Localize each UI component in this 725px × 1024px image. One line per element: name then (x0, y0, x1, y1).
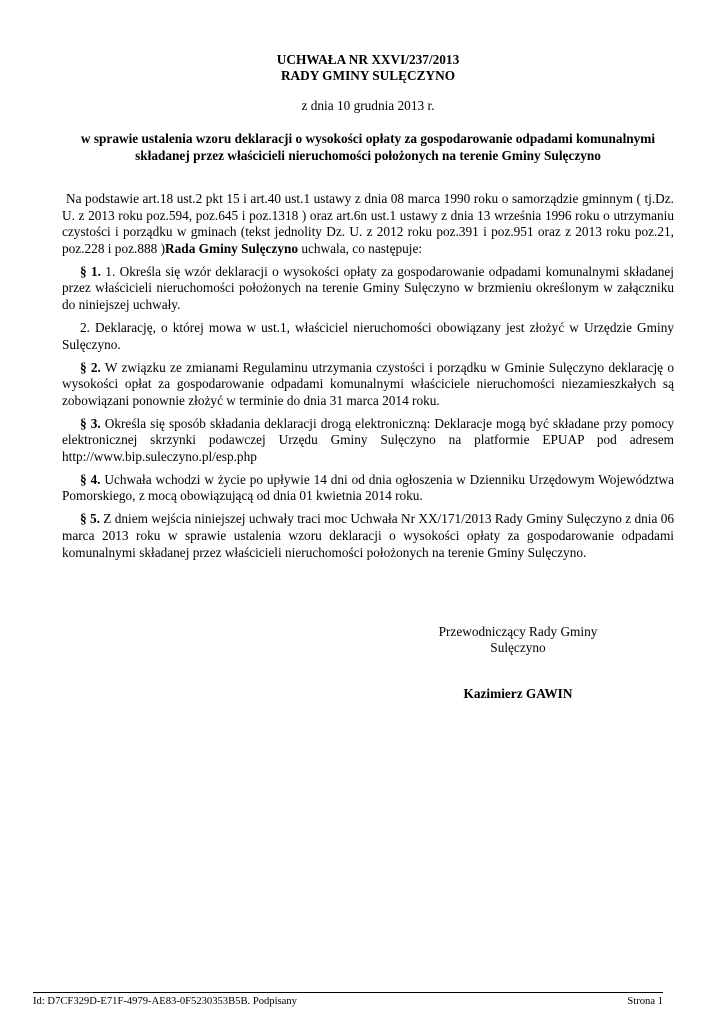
paragraph-5 (62, 511, 674, 561)
paragraph-3-text: Określa się sposób składania deklaracji drogą elektroniczną: Deklaracje mogą być składane przy pomocy elektronicznej skrzynki podawczej Urzędu Gminy Sulęczyno na platformie EPUAP pod adresem http://www.bip.suleczyno.pl/esp.php (62, 415, 674, 464)
paragraph-1-section-2-text: 2. Deklarację, o której mowa w ust.1, właściciel nieruchomości obowiązany jest złożyć w Urzędzie Gminy Sulęczyno. (62, 319, 674, 352)
resolution-body (62, 191, 674, 568)
legal-basis-tail: uchwala, co następuje: (298, 240, 423, 256)
paragraph-1-section-2 (62, 320, 674, 353)
council-name: RADY GMINY SULĘCZYNO (280, 68, 456, 83)
legal-basis-paragraph (62, 191, 674, 257)
page-number: Strona 1 (627, 996, 663, 1007)
paragraph-4-text: Uchwała wchodzi w życie po upływie 14 dni od dnia ogłoszenia w Dzienniku Urzędowym Województwa Pomorskiego, z mocą obowiązującą od dnia 01 kwietnia 2014 roku. (62, 471, 674, 504)
signatory-role-line-1: Przewodniczący Rady Gminy (438, 624, 598, 639)
paragraph-1-mark: § 1. (80, 263, 101, 279)
paragraph-2 (62, 360, 674, 410)
document-id: Id: D7CF329D-E71F-4979-AE83-0F5230353B5B. Podpisany (33, 996, 297, 1007)
paragraph-2-text: W związku ze zmianami Regulaminu utrzymania czystości i porządku w Gminie Sulęczyno deklarację o wysokości opłat za gospodarowanie odpadami komunalnymi właściciele nieruchomości niezamieszkałych są zobowiązani ponownie złożyć w terminie do dnia 31 marca 2014 roku. (62, 359, 674, 408)
paragraph-4-mark: § 4. (80, 471, 101, 487)
paragraph-3-mark: § 3. (80, 415, 101, 431)
resolution-number: UCHWAŁA NR XXVI/237/2013 (276, 52, 460, 67)
resolution-title (62, 52, 674, 84)
paragraph-2-mark: § 2. (80, 359, 101, 375)
council-bold-name: Rada Gminy Sulęczyno (165, 240, 299, 256)
paragraph-4 (62, 472, 674, 505)
signatory-name: Kazimierz GAWIN (463, 686, 573, 701)
paragraph-5-text: Z dniem wejścia niniejszej uchwały traci moc Uchwała Nr XX/171/2013 Rady Gminy Sulęczyno z dnia 06 marca 2013 roku w sprawie ustalenia wzoru deklaracji o wysokości opłaty za gospodarowanie odpadami komunalnymi składanej przez właścicieli nieruchomości położonych na terenie Gminy Sulęczyno. (62, 511, 674, 560)
signatory-role-line-2: Sulęczyno (490, 640, 546, 655)
paragraph-1-text: 1. Określa się wzór deklaracji o wysokości opłaty za gospodarowanie odpadami komunalnymi składanej przez właścicieli nieruchomości położonych na terenie Gminy Sulęczyno w brzmieniu określonym w załączniku do niniejszej uchwały. (62, 263, 674, 312)
page-footer (33, 992, 663, 1009)
signatory-role (412, 624, 624, 656)
paragraph-1 (62, 264, 674, 314)
paragraph-5-mark: § 5. (80, 511, 100, 527)
resolution-date: z dnia 10 grudnia 2013 r. (301, 98, 435, 113)
paragraph-3 (62, 416, 674, 466)
legal-basis-text: Na podstawie art.18 ust.2 pkt 15 i art.40 ust.1 ustawy z dnia 08 marca 1990 roku o samorządzie gminnym ( tj.Dz. U. z 2013 roku poz.594, poz.645 i poz.1318 ) oraz art.6n ust.1 ustawy z dnia 13 września 1996 roku o utrzymaniu czystości i porządku w gminach (tekst jednolity Dz. U. z 2012 roku poz.391 i poz.951 oraz z 2013 roku poz.21, poz.228 i poz.888 ) (62, 191, 674, 256)
resolution-subject: w sprawie ustalenia wzoru deklaracji o wysokości opłaty za gospodarowanie odpadami komunalnymi składanej przez właścicieli nieruchomości położonych na terenie Gminy Sulęczyno (80, 131, 656, 163)
